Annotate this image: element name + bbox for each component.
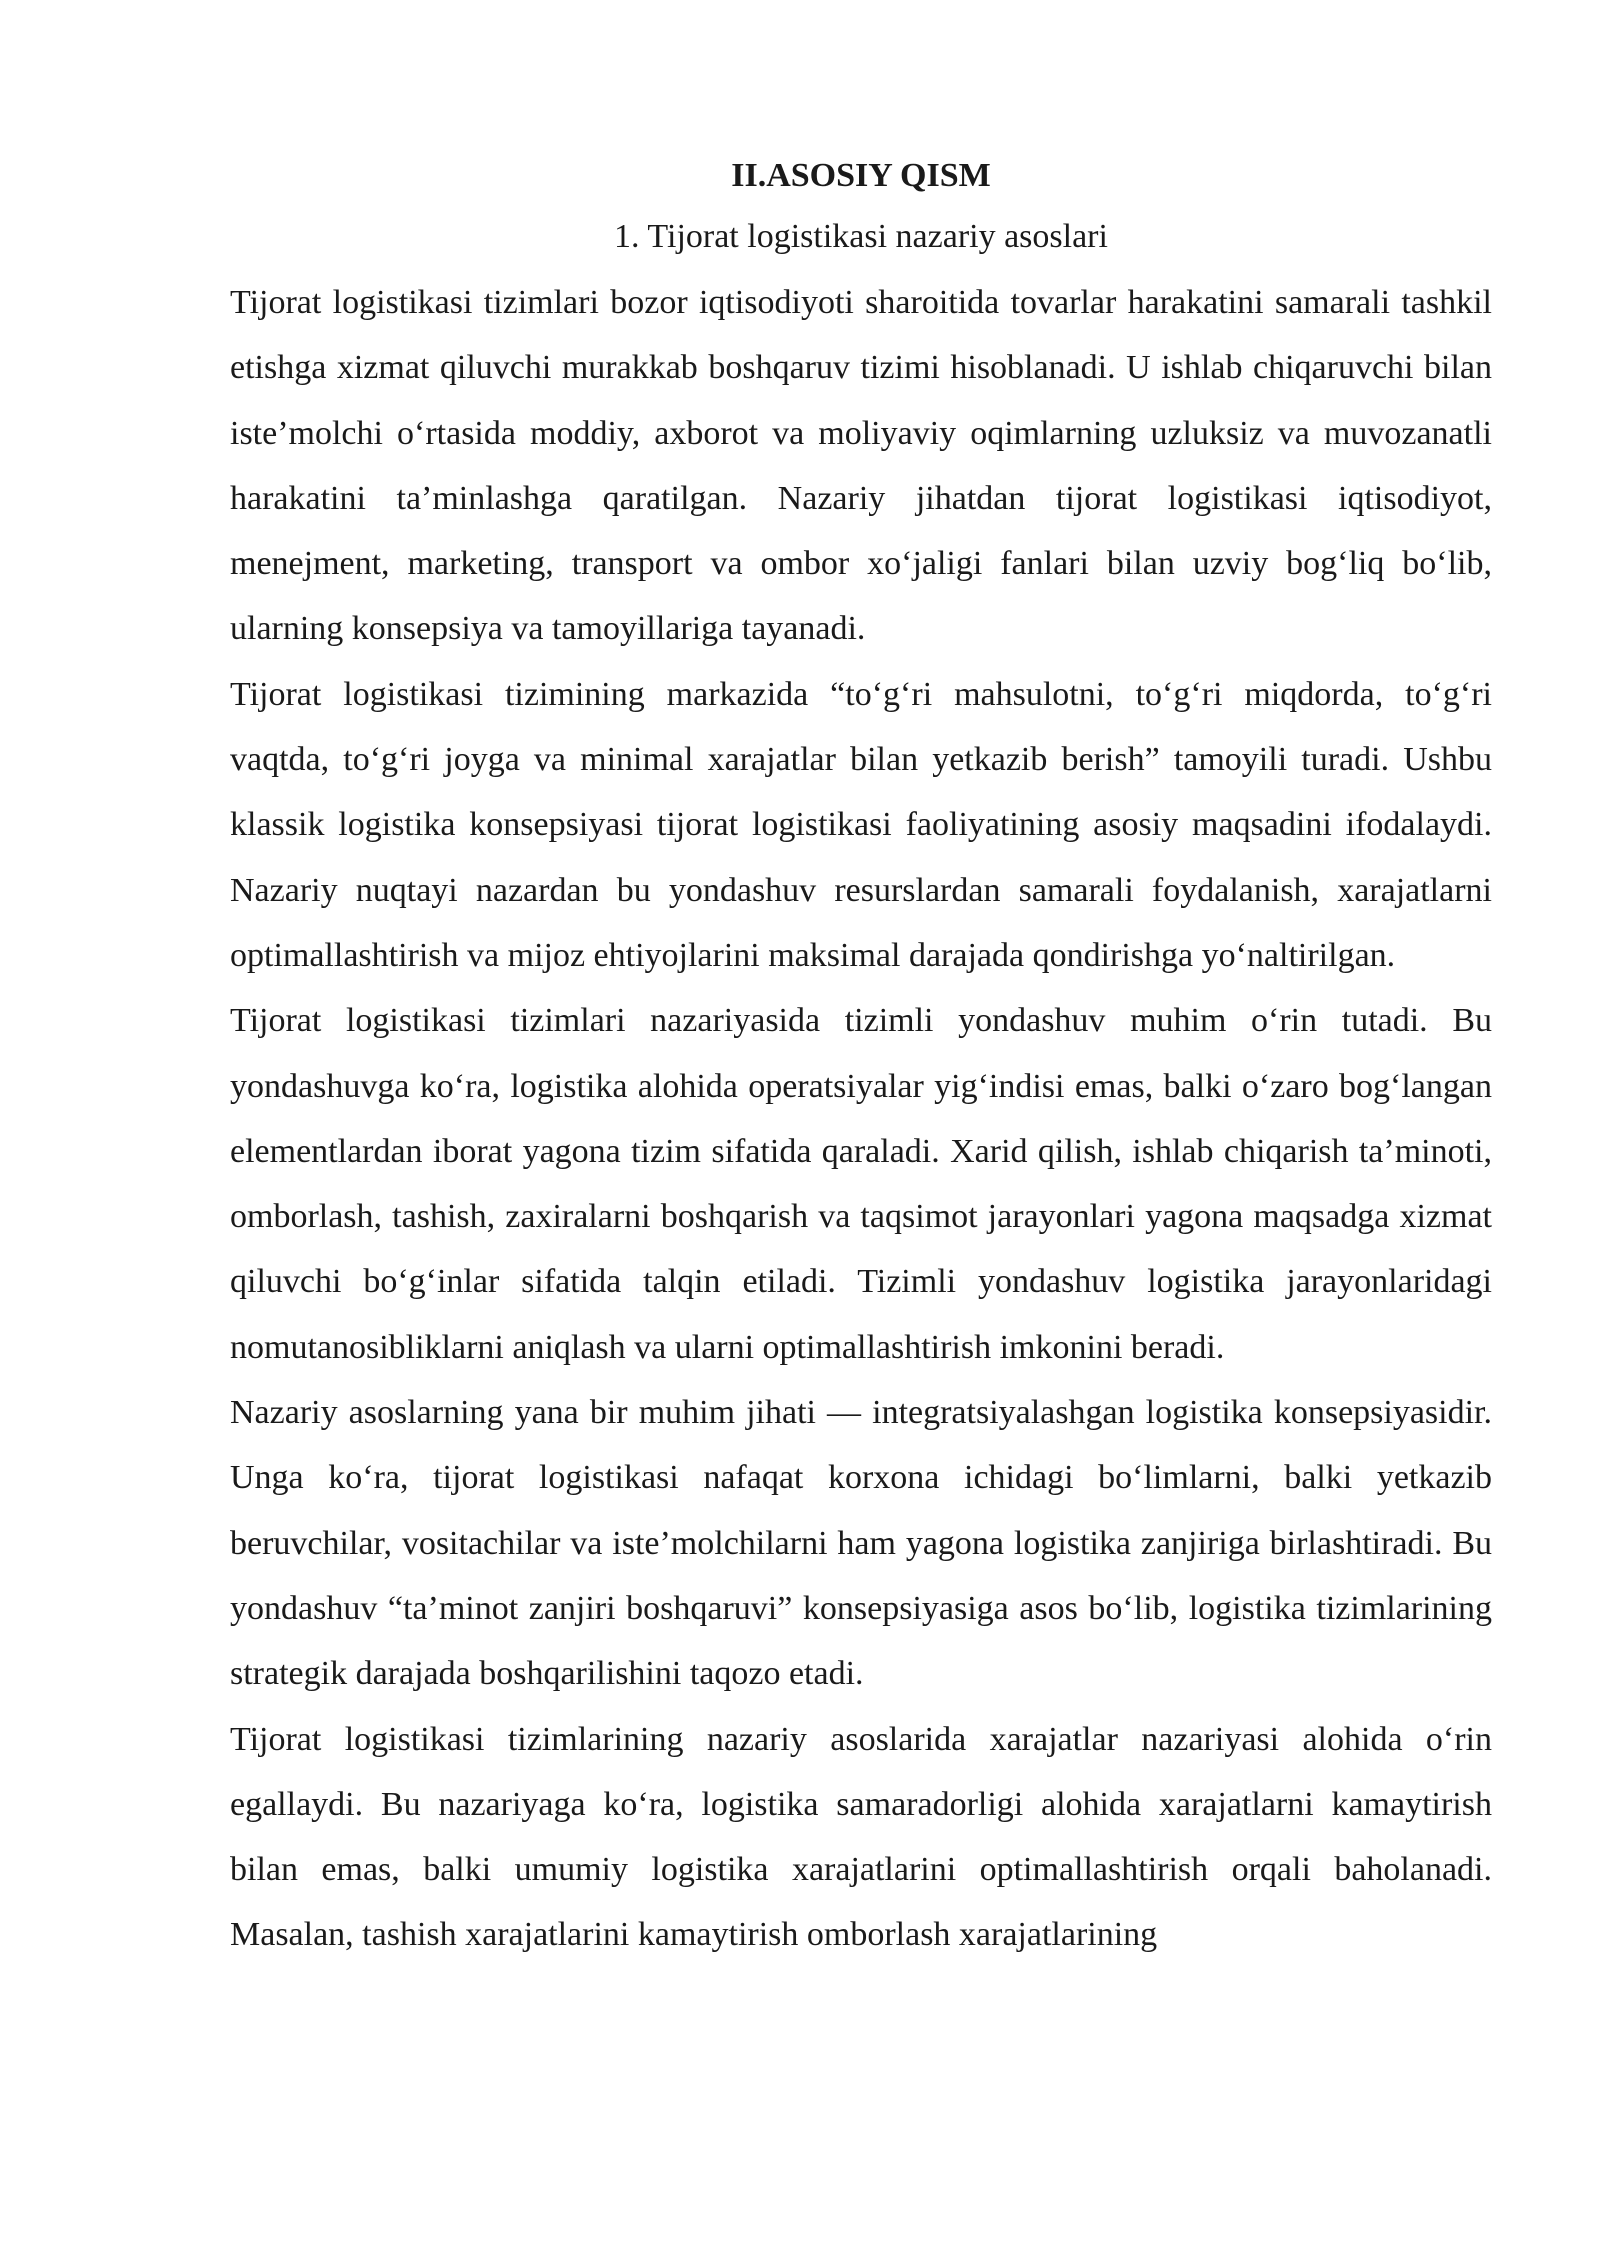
paragraph-1: Tijorat logistikasi tizimlari bozor iqtisodiyoti sharoitida tovarlar harakatini samarali tashkil etishga xizmat qiluvchi murakkab boshqaruv tizimi hisoblanadi. U ishlab chiqaruvchi bilan iste’molchi o‘rtasida moddiy, axborot va moliyaviy oqimlarning uzluksiz va muvozanatli harakatini ta’minlashga qaratilgan. Nazariy jihatdan tijorat logistikasi iqtisodiyot, menejment, marketing, transport va ombor xo‘jaligi fanlari bilan uzviy bog‘liq bo‘lib, ularning konsepsiya va tamoyillariga tayanadi. — [230, 284, 1492, 648]
paragraph-3: Tijorat logistikasi tizimlari nazariyasida tizimli yondashuv muhim o‘rin tutadi. Bu yondashuvga ko‘ra, logistika alohida operatsiyalar yig‘indisi emas, balki o‘zaro bog‘langan elementlardan iborat yagona tizim sifatida qaraladi. Xarid qilish, ishlab chiqarish ta’minoti, omborlash, tashish, zaxiralarni boshqarish va taqsimot jarayonlari yagona maqsadga xizmat qiluvchi bo‘g‘inlar sifatida talqin etiladi. Tizimli yondashuv logistika jarayonlaridagi nomutanosibliklarni aniqlash va ularni optimallashtirish imkonini beradi. — [230, 1002, 1492, 1366]
paragraph-4: Nazariy asoslarning yana bir muhim jihati — integratsiyalashgan logistika konsepsiyasidir. Unga ko‘ra, tijorat logistikasi nafaqat korxona ichidagi bo‘limlarni, balki yetkazib beruvchilar, vositachilar va iste’molchilarni ham yagona logistika zanjiriga birlashtiradi. Bu yondashuv “ta’minot zanjiri boshqaruvi” konsepsiyasiga asos bo‘lib, logistika tizimlarining strategik darajada boshqarilishini taqozo etadi. — [230, 1394, 1492, 1693]
document-page — [230, 148, 1492, 1968]
paragraph-5: Tijorat logistikasi tizimlarining nazariy asoslarida xarajatlar nazariyasi alohida o‘rin egallaydi. Bu nazariyaga ko‘ra, logistika samaradorligi alohida xarajatlarni kamaytirish bilan emas, balki umumiy logistika xarajatlarini optimallashtirish orqali baholanadi. Masalan, tashish xarajatlarini kamaytirish omborlash xarajatlarining — [230, 1720, 1492, 1954]
subsection-heading: 1. Tijorat logistikasi nazariy asoslari — [614, 218, 1108, 255]
section-heading: II.ASOSIY QISM — [731, 157, 991, 194]
paragraph-2: Tijorat logistikasi tizimining markazida “to‘g‘ri mahsulotni, to‘g‘ri miqdorda, to‘g‘ri vaqtda, to‘g‘ri joyga va minimal xarajatlar bilan yetkazib berish” tamoyili turadi. Ushbu klassik logistika konsepsiyasi tijorat logistikasi faoliyatining asosiy maqsadini ifodalaydi. Nazariy nuqtayi nazardan bu yondashuv resurslardan samarali foydalanish, xarajatlarni optimallashtirish va mijoz ehtiyojlarini maksimal darajada qondirishga yo‘naltirilgan. — [230, 675, 1492, 974]
